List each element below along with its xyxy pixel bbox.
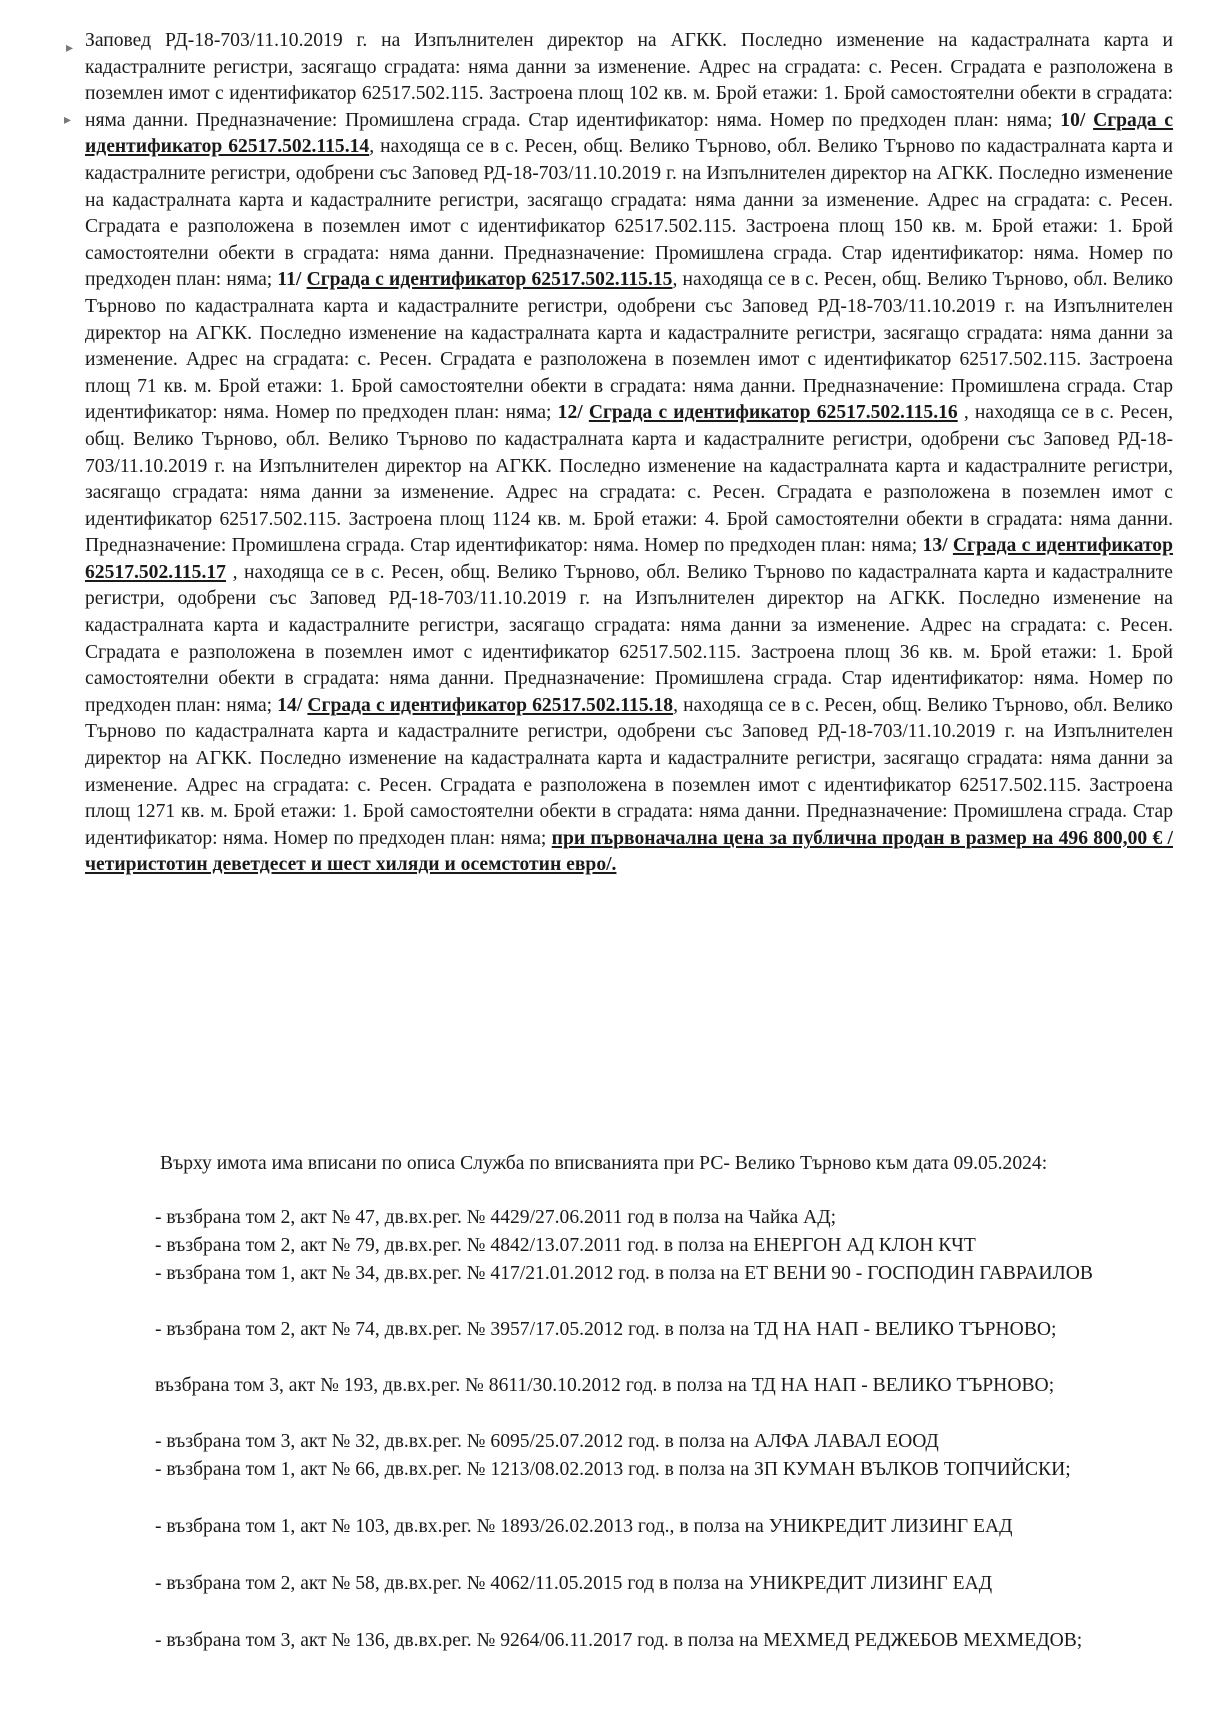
- encumbrance-item: - възбрана том 1, акт № 34, дв.вх.рег. № 417/21.01.2012 год. в полза на ЕТ ВЕНИ 90 - ГОСПОДИН ГАВРАИЛОВ: [155, 1263, 1093, 1284]
- encumbrance-item: - възбрана том 2, акт № 74, дв.вх.рег. № 3957/17.05.2012 год. в полза на ТД НА НАП - ВЕЛИКО ТЪРНОВО;: [155, 1319, 1057, 1340]
- encumbrance-item: - възбрана том 2, акт № 47, дв.вх.рег. № 4429/27.06.2011 год в полза на Чайка АД;: [155, 1207, 837, 1228]
- property-description-paragraph: [85, 28, 1173, 879]
- item-number: 11/: [277, 269, 302, 291]
- starting-price: при първоначална цена за публична продан в размер на 496 800,00 € /четиристотин деветдесет и шест хиляди и осемстотин евро/.: [85, 827, 1173, 876]
- paragraph-text: , находяща се в с. Ресен, общ. Велико Търново, обл. Велико Търново по кадастралната карта и кадастралните регистри, одобрени със Заповед РД-18-703/11.10.2019 г. на Изпълнителен директор на АГКК. Последно изменение на кадастралната карта и кадастралните регистри, засягащо сградата: няма данни за изменение. Адрес на сградата: с. Ресен. Сградата е разположена в поземлен имот с идентификатор 62517.502.115. Застроена площ 36 кв. м. Брой етажи: 1. Брой самостоятелни обекти в сградата: няма данни. Предназначение: Промишлена сграда. Стар идентификатор: няма. Номер по предходен план: няма;: [85, 561, 1173, 716]
- scan-mark: ▸: [66, 41, 74, 56]
- paragraph-text: , находяща се в с. Ресен, общ. Велико Търново, обл. Велико Търново по кадастралната карта и кадастралните регистри, одобрени със Заповед РД-18-703/11.10.2019 г. на Изпълнителен директор на АГКК. Последно изменение на кадастралната карта и кадастралните регистри, засягащо сградата: няма данни за изменение. Адрес на сградата: с. Ресен. Сградата е разположена в поземлен имот с идентификатор 62517.502.115. Застроена площ 71 кв. м. Брой етажи: 1. Брой самостоятелни обекти в сградата: няма данни. Предназначение: Промишлена сграда. Стар идентификатор: няма. Номер по предходен план: няма;: [85, 269, 1173, 424]
- paragraph-text: Заповед РД-18-703/11.10.2019 г. на Изпълнителен директор на АГКК. Последно изменение на кадастралната карта и кадастралните регистри, засягащо сградата: няма данни за изменение. Адрес на сградата: с. Ресен. Сградата е разположена в поземлен имот с идентификатор 62517.502.115. Застроена площ 102 кв. м. Брой етажи: 1. Брой самостоятелни обекти в сградата: няма данни. Предназначение: Промишлена сграда. Стар идентификатор: няма. Номер по предходен план: няма;: [85, 30, 1173, 131]
- scan-mark: ▸: [64, 113, 72, 128]
- building-identifier: Сграда с идентификатор 62517.502.115.16: [588, 402, 958, 424]
- item-number: 14/: [277, 694, 303, 716]
- building-identifier: Сграда с идентификатор 62517.502.115.18: [307, 694, 674, 716]
- encumbrance-item: - възбрана том 3, акт № 136, дв.вх.рег. № 9264/06.11.2017 год. в полза на МЕХМЕД РЕДЖЕБОВ МЕХМЕДОВ;: [155, 1630, 1083, 1651]
- encumbrance-item: - възбрана том 2, акт № 58, дв.вх.рег. № 4062/11.05.2015 год в полза на УНИКРЕДИТ ЛИЗИНГ ЕАД: [155, 1573, 993, 1594]
- building-identifier: Сграда с идентификатор 62517.502.115.14: [85, 109, 1174, 158]
- encumbrance-item: - възбрана том 1, акт № 103, дв.вх.рег. № 1893/26.02.2013 год., в полза на УНИКРЕДИТ ЛИЗИНГ ЕАД: [155, 1516, 1013, 1537]
- encumbrance-item: - възбрана том 2, акт № 79, дв.вх.рег. № 4842/13.07.2011 год. в полза на ЕНЕРГОН АД КЛОН КЧТ: [155, 1235, 976, 1256]
- encumbrance-item: - възбрана том 1, акт № 66, дв.вх.рег. № 1213/08.02.2013 год. в полза на ЗП КУМАН ВЪЛКОВ ТОПЧИЙСКИ;: [155, 1459, 1071, 1480]
- item-number: 12/: [557, 402, 583, 424]
- paragraph-text: , находяща се в с. Ресен, общ. Велико Търново, обл. Велико Търново по кадастралната карта и кадастралните регистри, одобрени със Заповед РД-18-703/11.10.2019 г. на Изпълнителен директор на АГКК. Последно изменение на кадастралната карта и кадастралните регистри, засягащо сградата: няма данни за изменение. Адрес на сградата: с. Ресен. Сградата е разположена в поземлен имот с идентификатор 62517.502.115. Застроена площ 150 кв. м. Брой етажи: 1. Брой самостоятелни обекти в сградата: няма данни. Предназначение: Промишлена сграда. Стар идентификатор: няма. Номер по предходен план: няма;: [85, 136, 1174, 291]
- building-identifier: Сграда с идентификатор 62517.502.115.15: [306, 269, 673, 291]
- item-number: 13/: [922, 535, 948, 557]
- item-number: 10/: [1060, 109, 1086, 131]
- paragraph-text: , находяща се в с. Ресен, общ. Велико Търново, обл. Велико Търново по кадастралната карта и кадастралните регистри, одобрени със Заповед РД-18-703/11.10.2019 г. на Изпълнителен директор на АГКК. Последно изменение на кадастралната карта и кадастралните регистри, засягащо сградата: няма данни за изменение. Адрес на сградата: с. Ресен. Сградата е разположена в поземлен имот с идентификатор 62517.502.115. Застроена площ 1271 кв. м. Брой етажи: 1. Брой самостоятелни обекти в сградата: няма данни. Предназначение: Промишлена сграда. Стар идентификатор: няма. Номер по предходен план: няма;: [85, 694, 1173, 849]
- building-identifier: Сграда с идентификатор 62517.502.115.17: [85, 535, 1174, 583]
- encumbrances-intro: Върху имота има вписани по описа Служба по вписванията при РС- Велико Търново към дата 09.05.2024:: [160, 1153, 1048, 1174]
- encumbrance-item: - възбрана том 3, акт № 32, дв.вх.рег. № 6095/25.07.2012 год. в полза на АЛФА ЛАВАЛ ЕООД: [155, 1431, 939, 1452]
- paragraph-text: , находяща се в с. Ресен, общ. Велико Търново, обл. Велико Търново по кадастралната карта и кадастралните регистри, одобрени със Заповед РД-18-703/11.10.2019 г. на Изпълнителен директор на АГКК. Последно изменение на кадастралната карта и кадастралните регистри, засягащо сградата: няма данни за изменение. Адрес на сградата: с. Ресен. Сградата е разположена в поземлен имот с идентификатор 62517.502.115. Застроена площ 1124 кв. м. Брой етажи: 4. Брой самостоятелни обекти в сградата: няма данни. Предназначение: Промишлена сграда. Стар идентификатор: няма. Номер по предходен план: няма;: [85, 402, 1174, 557]
- encumbrance-item: възбрана том 3, акт № 193, дв.вх.рег. № 8611/30.10.2012 год. в полза на ТД НА НАП - ВЕЛИКО ТЪРНОВО;: [155, 1375, 1055, 1396]
